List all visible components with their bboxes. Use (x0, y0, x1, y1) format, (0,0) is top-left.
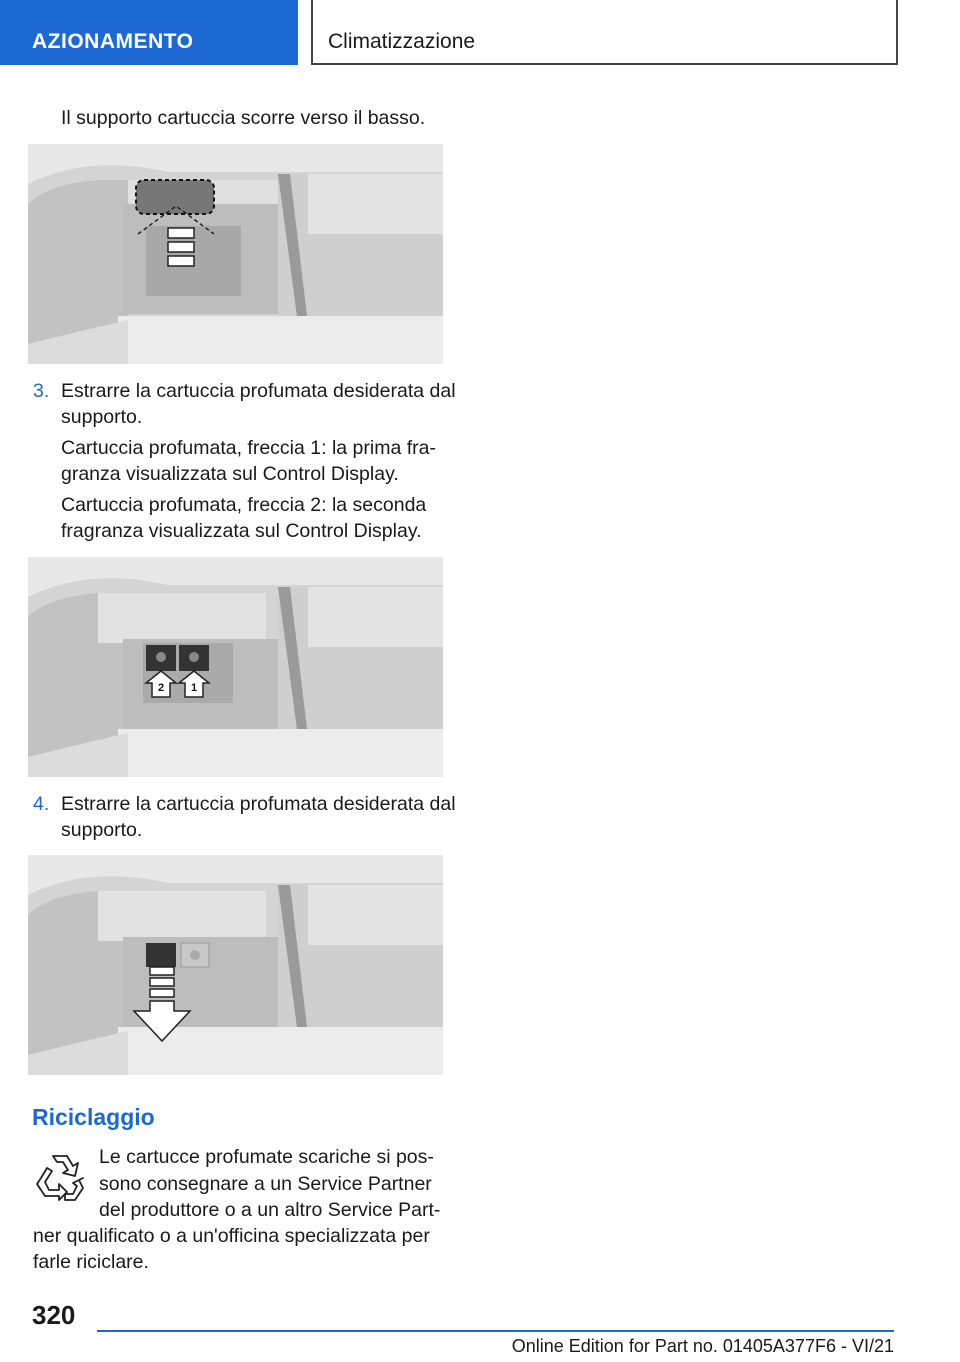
step-note-line: Cartuccia profumata, freccia 2: la seconda (61, 494, 427, 516)
step-note-line: Cartuccia profumata, freccia 1: la prima fra- (61, 437, 436, 459)
step-note-line: granza visualizzata sul Control Display. (61, 463, 399, 485)
section-title: Riciclaggio (32, 1104, 155, 1130)
page-number: 320 (32, 1300, 76, 1330)
arrow-label-1: 1 (190, 682, 198, 694)
footer-divider (97, 1330, 894, 1332)
section-text-line: Le cartucce profumate scariche si pos- (99, 1146, 434, 1168)
footer-edition-text: Online Edition for Part no. 01405A377F6 - VI/21 (511, 1336, 894, 1356)
step-note-line: fragranza visualizzata sul Control Display. (61, 520, 422, 542)
step-text-line: Estrarre la cartuccia profumata desiderata dal (61, 380, 456, 402)
step-number: 4. (33, 793, 50, 815)
step-text-line: supporto. (61, 406, 143, 428)
header-section-tab (0, 0, 298, 65)
header-chapter-box (311, 0, 898, 65)
step-text-line: Estrarre la cartuccia profumata desiderata dal (61, 793, 456, 815)
step-text-line: supporto. (61, 819, 143, 841)
header-chapter-label: Climatizzazione (328, 30, 476, 53)
arrow-label-2: 2 (157, 682, 165, 694)
recycle-icon (33, 1150, 87, 1204)
figure-cartridge-removal (28, 855, 443, 1075)
section-text-line: farle riciclare. (33, 1251, 149, 1273)
header-section-label: AZIONAMENTO (32, 30, 194, 53)
step-number: 3. (33, 380, 50, 402)
figure-cartridges-arrows (28, 557, 443, 777)
section-text-line: sono consegnare a un Service Partner (99, 1173, 432, 1195)
section-text-line: del produttore o a un altro Service Part- (99, 1199, 441, 1221)
figure-cartridge-holder-down (28, 144, 443, 364)
section-text-line: ner qualificato o a un'officina specializzata per (33, 1225, 430, 1247)
intro-text: Il supporto cartuccia scorre verso il basso. (61, 107, 426, 129)
